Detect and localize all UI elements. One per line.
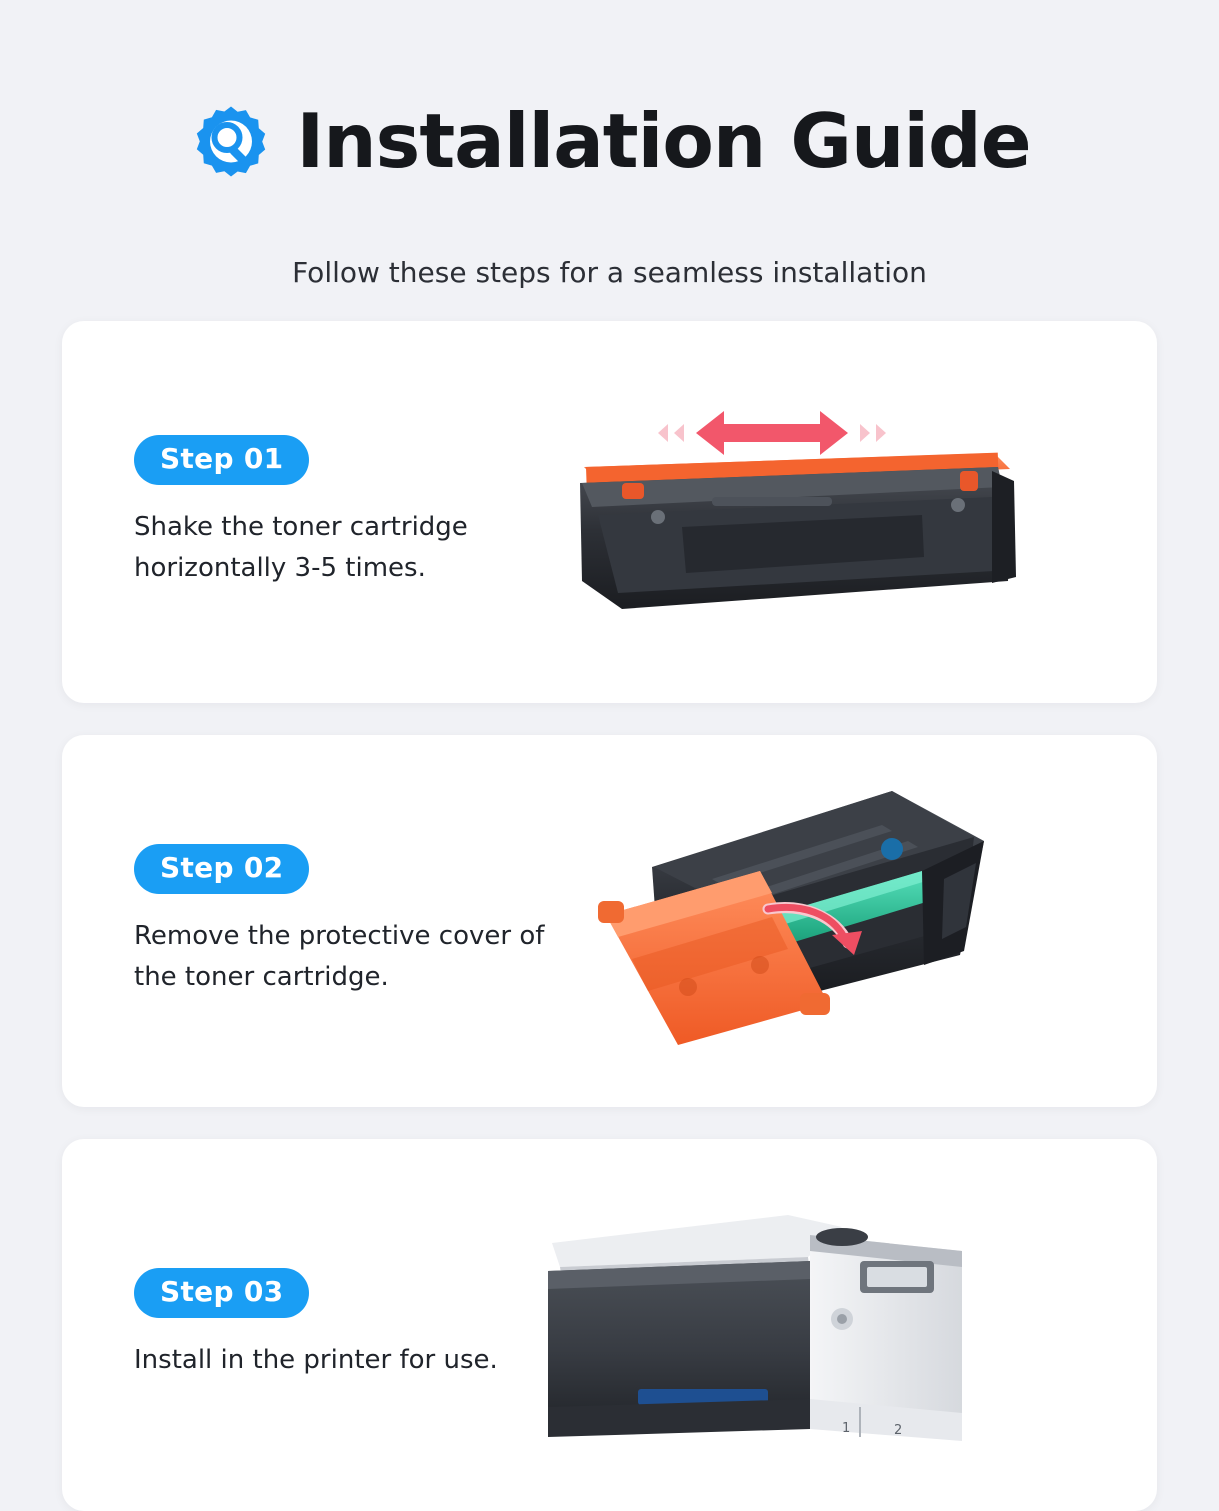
gear-search-icon (188, 102, 274, 188)
step-03-badge: Step 03 (134, 1268, 309, 1318)
printer-tray-label-1: 1 (842, 1420, 851, 1436)
step-01-text (62, 435, 562, 588)
toner-cartridge-image (562, 431, 1022, 635)
steps-list (0, 321, 1219, 1511)
printer-image (542, 1201, 972, 1455)
toner-cartridge-cover-image (592, 775, 1032, 1069)
step-card-03 (62, 1139, 1157, 1511)
page-header (0, 0, 1219, 289)
step-01-figure (562, 321, 1157, 703)
step-02-badge: Step 02 (134, 844, 309, 894)
printer-tray-label-2: 2 (894, 1422, 903, 1438)
page-title: Installation Guide (296, 97, 1031, 186)
step-card-02 (62, 735, 1157, 1107)
step-01-description: Shake the toner cartridge horizontally 3-5 times. (134, 512, 468, 583)
step-02-description: Remove the protective cover of the toner cartridge. (134, 921, 545, 992)
step-card-01 (62, 321, 1157, 703)
step-03-figure (562, 1139, 1157, 1511)
step-02-text (62, 844, 562, 997)
page-subtitle: Follow these steps for a seamless installation (292, 255, 927, 289)
title-row (0, 54, 1219, 230)
step-03-description: Install in the printer for use. (134, 1345, 498, 1376)
step-02-figure (562, 735, 1157, 1107)
step-03-text (62, 1268, 562, 1380)
step-01-badge: Step 01 (134, 435, 309, 485)
